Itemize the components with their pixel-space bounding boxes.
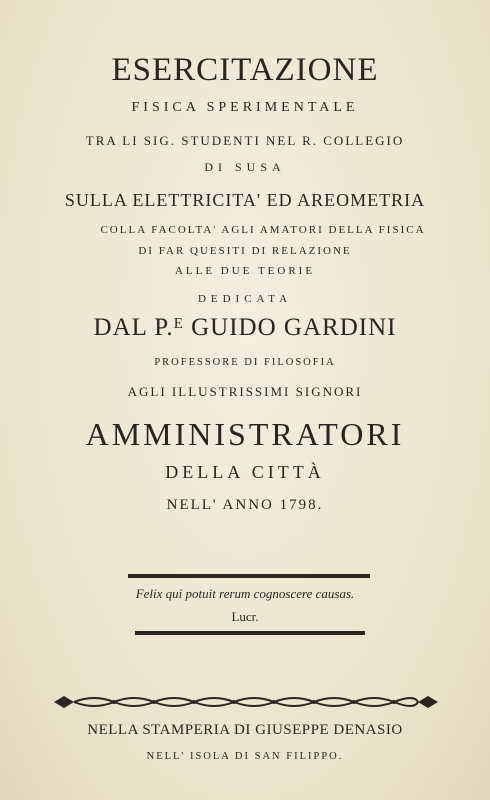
dedication-city: DELLA CITTÀ <box>165 462 325 482</box>
title-line-place: DI SUSA <box>204 160 286 174</box>
book-subtitle: FISICA SPERIMENTALE <box>131 100 359 115</box>
ornamental-border <box>54 692 438 712</box>
author-role: PROFESSORE DI FILOSOFIA <box>154 357 336 368</box>
rule-bottom <box>135 631 365 635</box>
title-line-questions: DI FAR QUESITI DI RELAZIONE <box>138 245 352 257</box>
title-line-students: TRA LI SIG. STUDENTI NEL R. COLLEGIO <box>85 133 405 148</box>
dedication-to: AGLI ILLUSTRISSIMI SIGNORI <box>127 384 363 399</box>
title-line-faculty: COLLA FACOLTA' AGLI AMATORI DELLA FISICA <box>100 224 426 236</box>
rule-top <box>128 574 370 578</box>
publication-year: NELL' ANNO 1798. <box>166 497 324 513</box>
dedication-label: DEDICATA <box>197 293 293 305</box>
title-line-theories: ALLE DUE TEORIE <box>174 265 316 277</box>
book-title: ESERCITAZIONE <box>111 52 379 88</box>
author-name: DAL P.ᴱ GUIDO GARDINI <box>93 314 397 341</box>
dedication-recipients: AMMINISTRATORI <box>85 416 405 452</box>
imprint-place: NELL' ISOLA DI SAN FILIPPO. <box>146 751 344 762</box>
epigraph-source: Lucr. <box>231 609 259 624</box>
imprint-printer: NELLA STAMPERIA DI GIUSEPPE DENASIO <box>87 722 403 738</box>
epigraph-motto: Felix qui potuit rerum cognoscere causas. <box>135 586 355 601</box>
title-line-topic: SULLA ELETTRICITA' ED AREOMETRIA <box>64 190 426 210</box>
